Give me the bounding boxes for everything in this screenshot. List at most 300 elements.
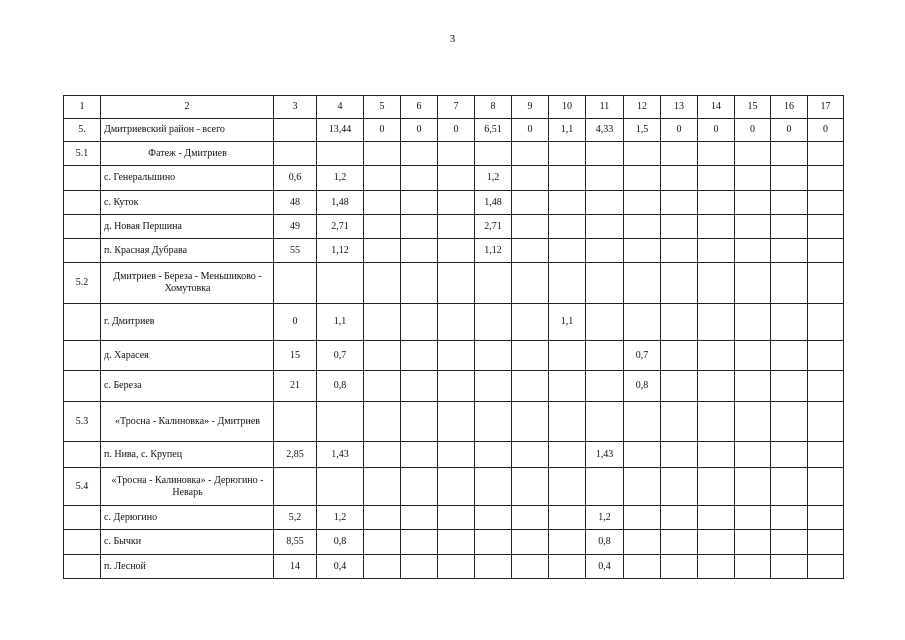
value-cell: 1,2 bbox=[475, 166, 512, 191]
value-cell bbox=[735, 239, 771, 263]
value-cell bbox=[624, 215, 661, 239]
table-row bbox=[64, 166, 844, 191]
value-cell: 1,1 bbox=[549, 119, 586, 142]
column-header: 14 bbox=[698, 96, 735, 119]
value-cell bbox=[698, 506, 735, 530]
value-cell bbox=[771, 142, 808, 166]
route-name-cell: с. Куток bbox=[101, 191, 274, 215]
value-cell bbox=[549, 371, 586, 402]
column-header: 7 bbox=[438, 96, 475, 119]
value-cell: 55 bbox=[274, 239, 317, 263]
value-cell bbox=[438, 442, 475, 468]
value-cell: 15 bbox=[274, 341, 317, 371]
value-cell: 0 bbox=[698, 119, 735, 142]
column-header: 11 bbox=[586, 96, 624, 119]
value-cell bbox=[624, 530, 661, 555]
route-name-cell: Фатеж - Дмитриев bbox=[101, 142, 274, 166]
value-cell bbox=[475, 468, 512, 506]
row-number-cell: 5. bbox=[64, 119, 101, 142]
value-cell: 2,85 bbox=[274, 442, 317, 468]
value-cell bbox=[698, 442, 735, 468]
value-cell bbox=[401, 263, 438, 304]
value-cell: 0 bbox=[364, 119, 401, 142]
route-name-cell: с. Генеральшино bbox=[101, 166, 274, 191]
value-cell bbox=[698, 166, 735, 191]
value-cell bbox=[317, 142, 364, 166]
value-cell bbox=[586, 215, 624, 239]
value-cell bbox=[735, 191, 771, 215]
value-cell bbox=[401, 442, 438, 468]
value-cell: 0 bbox=[438, 119, 475, 142]
value-cell bbox=[661, 468, 698, 506]
value-cell bbox=[549, 341, 586, 371]
value-cell bbox=[771, 555, 808, 579]
value-cell bbox=[401, 142, 438, 166]
value-cell bbox=[771, 263, 808, 304]
value-cell bbox=[661, 215, 698, 239]
value-cell bbox=[661, 506, 698, 530]
value-cell bbox=[364, 371, 401, 402]
table-row bbox=[64, 304, 844, 341]
value-cell bbox=[401, 215, 438, 239]
value-cell bbox=[364, 442, 401, 468]
row-number-cell: 5.4 bbox=[64, 468, 101, 506]
value-cell bbox=[512, 191, 549, 215]
value-cell bbox=[475, 402, 512, 442]
value-cell bbox=[401, 166, 438, 191]
value-cell bbox=[808, 239, 844, 263]
column-header: 16 bbox=[771, 96, 808, 119]
value-cell bbox=[274, 142, 317, 166]
value-cell bbox=[624, 304, 661, 341]
value-cell: 0 bbox=[274, 304, 317, 341]
value-cell bbox=[661, 239, 698, 263]
value-cell bbox=[475, 263, 512, 304]
value-cell bbox=[624, 263, 661, 304]
column-header: 2 bbox=[101, 96, 274, 119]
column-header: 17 bbox=[808, 96, 844, 119]
value-cell bbox=[401, 371, 438, 402]
value-cell: 48 bbox=[274, 191, 317, 215]
value-cell bbox=[698, 239, 735, 263]
value-cell bbox=[586, 166, 624, 191]
value-cell bbox=[401, 468, 438, 506]
value-cell bbox=[475, 142, 512, 166]
value-cell bbox=[808, 166, 844, 191]
table-row bbox=[64, 239, 844, 263]
value-cell bbox=[624, 555, 661, 579]
value-cell bbox=[512, 263, 549, 304]
table-row bbox=[64, 215, 844, 239]
value-cell bbox=[364, 341, 401, 371]
value-cell: 14 bbox=[274, 555, 317, 579]
value-cell bbox=[808, 506, 844, 530]
value-cell bbox=[808, 530, 844, 555]
value-cell: 0 bbox=[661, 119, 698, 142]
row-number-cell bbox=[64, 239, 101, 263]
value-cell bbox=[735, 530, 771, 555]
value-cell bbox=[364, 468, 401, 506]
value-cell bbox=[438, 166, 475, 191]
route-name-cell: п. Лесной bbox=[101, 555, 274, 579]
value-cell: 1,2 bbox=[317, 506, 364, 530]
value-cell bbox=[364, 263, 401, 304]
value-cell bbox=[274, 468, 317, 506]
row-number-cell bbox=[64, 166, 101, 191]
value-cell bbox=[274, 119, 317, 142]
value-cell bbox=[438, 468, 475, 506]
value-cell: 13,44 bbox=[317, 119, 364, 142]
value-cell bbox=[512, 506, 549, 530]
value-cell bbox=[549, 442, 586, 468]
value-cell bbox=[808, 191, 844, 215]
value-cell bbox=[624, 468, 661, 506]
row-number-cell: 5.2 bbox=[64, 263, 101, 304]
value-cell: 0,8 bbox=[317, 371, 364, 402]
value-cell bbox=[438, 555, 475, 579]
value-cell bbox=[401, 239, 438, 263]
header-row bbox=[64, 96, 844, 119]
value-cell bbox=[438, 142, 475, 166]
value-cell bbox=[438, 402, 475, 442]
value-cell bbox=[364, 215, 401, 239]
value-cell: 0 bbox=[512, 119, 549, 142]
value-cell bbox=[808, 555, 844, 579]
value-cell bbox=[771, 191, 808, 215]
value-cell bbox=[401, 555, 438, 579]
value-cell bbox=[586, 142, 624, 166]
route-name-cell: Дмитриевский район - всего bbox=[101, 119, 274, 142]
value-cell bbox=[438, 341, 475, 371]
value-cell bbox=[512, 142, 549, 166]
value-cell bbox=[735, 215, 771, 239]
value-cell bbox=[624, 239, 661, 263]
value-cell: 0,8 bbox=[586, 530, 624, 555]
column-header: 15 bbox=[735, 96, 771, 119]
row-number-cell bbox=[64, 191, 101, 215]
value-cell: 6,51 bbox=[475, 119, 512, 142]
value-cell bbox=[549, 555, 586, 579]
value-cell bbox=[661, 142, 698, 166]
route-name-cell: д. Харасея bbox=[101, 341, 274, 371]
value-cell bbox=[549, 468, 586, 506]
row-number-cell: 5.1 bbox=[64, 142, 101, 166]
value-cell bbox=[586, 341, 624, 371]
value-cell bbox=[401, 304, 438, 341]
value-cell bbox=[512, 468, 549, 506]
value-cell bbox=[549, 215, 586, 239]
value-cell bbox=[364, 506, 401, 530]
distribution-table bbox=[63, 95, 844, 579]
value-cell bbox=[475, 341, 512, 371]
value-cell bbox=[735, 402, 771, 442]
table-row bbox=[64, 402, 844, 442]
value-cell bbox=[317, 402, 364, 442]
value-cell bbox=[661, 402, 698, 442]
value-cell: 0,7 bbox=[624, 341, 661, 371]
value-cell: 1,12 bbox=[317, 239, 364, 263]
value-cell bbox=[661, 371, 698, 402]
value-cell: 21 bbox=[274, 371, 317, 402]
value-cell bbox=[512, 341, 549, 371]
value-cell bbox=[771, 371, 808, 402]
value-cell bbox=[661, 341, 698, 371]
value-cell bbox=[475, 555, 512, 579]
value-cell bbox=[549, 239, 586, 263]
value-cell: 0,8 bbox=[317, 530, 364, 555]
value-cell bbox=[401, 402, 438, 442]
value-cell: 0 bbox=[808, 119, 844, 142]
value-cell bbox=[661, 191, 698, 215]
value-cell bbox=[771, 166, 808, 191]
value-cell bbox=[808, 371, 844, 402]
table-row bbox=[64, 530, 844, 555]
value-cell bbox=[698, 215, 735, 239]
value-cell bbox=[317, 263, 364, 304]
row-number-cell bbox=[64, 506, 101, 530]
value-cell bbox=[549, 530, 586, 555]
row-number-cell: 5.3 bbox=[64, 402, 101, 442]
value-cell bbox=[698, 304, 735, 341]
value-cell bbox=[624, 166, 661, 191]
table-row bbox=[64, 191, 844, 215]
column-header: 3 bbox=[274, 96, 317, 119]
value-cell bbox=[771, 304, 808, 341]
table-row bbox=[64, 468, 844, 506]
value-cell bbox=[364, 142, 401, 166]
value-cell bbox=[698, 191, 735, 215]
value-cell: 49 bbox=[274, 215, 317, 239]
route-name-cell: с. Бычки bbox=[101, 530, 274, 555]
value-cell bbox=[661, 530, 698, 555]
value-cell bbox=[698, 530, 735, 555]
page-number: 3 bbox=[449, 33, 456, 45]
value-cell bbox=[771, 215, 808, 239]
value-cell bbox=[586, 263, 624, 304]
row-number-cell bbox=[64, 341, 101, 371]
value-cell bbox=[661, 263, 698, 304]
value-cell bbox=[735, 555, 771, 579]
value-cell bbox=[586, 402, 624, 442]
value-cell bbox=[698, 402, 735, 442]
value-cell bbox=[364, 530, 401, 555]
row-number-cell bbox=[64, 304, 101, 341]
value-cell bbox=[401, 341, 438, 371]
column-header: 6 bbox=[401, 96, 438, 119]
value-cell bbox=[624, 191, 661, 215]
row-number-cell bbox=[64, 555, 101, 579]
value-cell bbox=[808, 304, 844, 341]
value-cell bbox=[438, 215, 475, 239]
column-header: 13 bbox=[661, 96, 698, 119]
value-cell bbox=[771, 402, 808, 442]
value-cell: 0,4 bbox=[317, 555, 364, 579]
value-cell bbox=[401, 506, 438, 530]
route-name-cell: с. Береза bbox=[101, 371, 274, 402]
value-cell bbox=[549, 506, 586, 530]
value-cell bbox=[438, 506, 475, 530]
value-cell bbox=[512, 304, 549, 341]
table-row bbox=[64, 371, 844, 402]
value-cell bbox=[624, 506, 661, 530]
column-header: 12 bbox=[624, 96, 661, 119]
value-cell bbox=[364, 166, 401, 191]
value-cell bbox=[438, 371, 475, 402]
value-cell bbox=[808, 215, 844, 239]
value-cell bbox=[512, 402, 549, 442]
value-cell bbox=[364, 555, 401, 579]
value-cell bbox=[698, 142, 735, 166]
value-cell: 0,8 bbox=[624, 371, 661, 402]
value-cell bbox=[401, 191, 438, 215]
value-cell bbox=[661, 166, 698, 191]
value-cell bbox=[364, 191, 401, 215]
value-cell bbox=[808, 402, 844, 442]
route-name-cell: с. Дерюгино bbox=[101, 506, 274, 530]
value-cell bbox=[624, 142, 661, 166]
row-number-cell bbox=[64, 442, 101, 468]
value-cell bbox=[512, 442, 549, 468]
value-cell bbox=[735, 506, 771, 530]
route-name-cell: «Тросна - Калиновка» - Дерюгино - Неварь bbox=[101, 468, 274, 506]
value-cell bbox=[586, 191, 624, 215]
value-cell: 4,33 bbox=[586, 119, 624, 142]
value-cell bbox=[771, 239, 808, 263]
table-row bbox=[64, 442, 844, 468]
value-cell bbox=[808, 341, 844, 371]
value-cell: 0 bbox=[401, 119, 438, 142]
table-row bbox=[64, 506, 844, 530]
value-cell bbox=[438, 304, 475, 341]
value-cell bbox=[475, 371, 512, 402]
value-cell bbox=[808, 442, 844, 468]
value-cell bbox=[438, 239, 475, 263]
value-cell: 0,7 bbox=[317, 341, 364, 371]
route-name-cell: д. Новая Першина bbox=[101, 215, 274, 239]
row-number-cell bbox=[64, 215, 101, 239]
value-cell bbox=[549, 191, 586, 215]
value-cell bbox=[771, 341, 808, 371]
table-row bbox=[64, 119, 844, 142]
table-row bbox=[64, 263, 844, 304]
value-cell bbox=[512, 215, 549, 239]
value-cell bbox=[438, 530, 475, 555]
value-cell: 1,43 bbox=[317, 442, 364, 468]
value-cell bbox=[512, 239, 549, 263]
value-cell bbox=[549, 402, 586, 442]
value-cell bbox=[698, 263, 735, 304]
column-header: 10 bbox=[549, 96, 586, 119]
value-cell bbox=[586, 371, 624, 402]
value-cell bbox=[274, 263, 317, 304]
table-row bbox=[64, 555, 844, 579]
table-row bbox=[64, 341, 844, 371]
value-cell bbox=[475, 506, 512, 530]
value-cell bbox=[771, 442, 808, 468]
value-cell: 2,71 bbox=[475, 215, 512, 239]
value-cell bbox=[771, 468, 808, 506]
value-cell: 1,2 bbox=[586, 506, 624, 530]
value-cell bbox=[808, 263, 844, 304]
value-cell bbox=[364, 304, 401, 341]
value-cell: 0 bbox=[735, 119, 771, 142]
value-cell bbox=[586, 239, 624, 263]
value-cell: 2,71 bbox=[317, 215, 364, 239]
value-cell: 0 bbox=[771, 119, 808, 142]
value-cell bbox=[661, 304, 698, 341]
value-cell bbox=[364, 239, 401, 263]
value-cell bbox=[475, 442, 512, 468]
value-cell bbox=[735, 468, 771, 506]
value-cell bbox=[512, 530, 549, 555]
value-cell bbox=[512, 166, 549, 191]
value-cell bbox=[624, 402, 661, 442]
value-cell bbox=[735, 263, 771, 304]
value-cell bbox=[735, 304, 771, 341]
value-cell: 1,5 bbox=[624, 119, 661, 142]
column-header: 5 bbox=[364, 96, 401, 119]
value-cell bbox=[661, 555, 698, 579]
value-cell bbox=[512, 371, 549, 402]
route-name-cell: Дмитриев - Береза - Меньшиково - Хомутовка bbox=[101, 263, 274, 304]
value-cell bbox=[771, 506, 808, 530]
value-cell: 1,43 bbox=[586, 442, 624, 468]
value-cell bbox=[735, 341, 771, 371]
value-cell: 0,4 bbox=[586, 555, 624, 579]
value-cell: 1,12 bbox=[475, 239, 512, 263]
value-cell: 8,55 bbox=[274, 530, 317, 555]
row-number-cell bbox=[64, 371, 101, 402]
route-name-cell: «Тросна - Калиновка» - Дмитриев bbox=[101, 402, 274, 442]
value-cell bbox=[808, 142, 844, 166]
value-cell bbox=[549, 263, 586, 304]
value-cell: 1,1 bbox=[549, 304, 586, 341]
value-cell bbox=[661, 442, 698, 468]
value-cell bbox=[698, 341, 735, 371]
table-row bbox=[64, 142, 844, 166]
value-cell bbox=[771, 530, 808, 555]
value-cell: 1,2 bbox=[317, 166, 364, 191]
value-cell: 1,1 bbox=[317, 304, 364, 341]
route-name-cell: г. Дмитриев bbox=[101, 304, 274, 341]
row-number-cell bbox=[64, 530, 101, 555]
value-cell: 1,48 bbox=[317, 191, 364, 215]
value-cell bbox=[698, 555, 735, 579]
value-cell bbox=[735, 142, 771, 166]
value-cell bbox=[401, 530, 438, 555]
value-cell bbox=[475, 530, 512, 555]
route-name-cell: п. Красная Дубрава bbox=[101, 239, 274, 263]
value-cell bbox=[274, 402, 317, 442]
value-cell bbox=[735, 442, 771, 468]
value-cell bbox=[438, 263, 475, 304]
value-cell bbox=[735, 371, 771, 402]
value-cell: 1,48 bbox=[475, 191, 512, 215]
value-cell bbox=[549, 166, 586, 191]
value-cell bbox=[698, 468, 735, 506]
value-cell bbox=[735, 166, 771, 191]
value-cell bbox=[364, 402, 401, 442]
column-header: 1 bbox=[64, 96, 101, 119]
value-cell: 5,2 bbox=[274, 506, 317, 530]
route-name-cell: п. Нива, с. Крупец bbox=[101, 442, 274, 468]
column-header: 8 bbox=[475, 96, 512, 119]
value-cell bbox=[549, 142, 586, 166]
value-cell bbox=[475, 304, 512, 341]
value-cell bbox=[317, 468, 364, 506]
value-cell bbox=[586, 304, 624, 341]
value-cell bbox=[438, 191, 475, 215]
